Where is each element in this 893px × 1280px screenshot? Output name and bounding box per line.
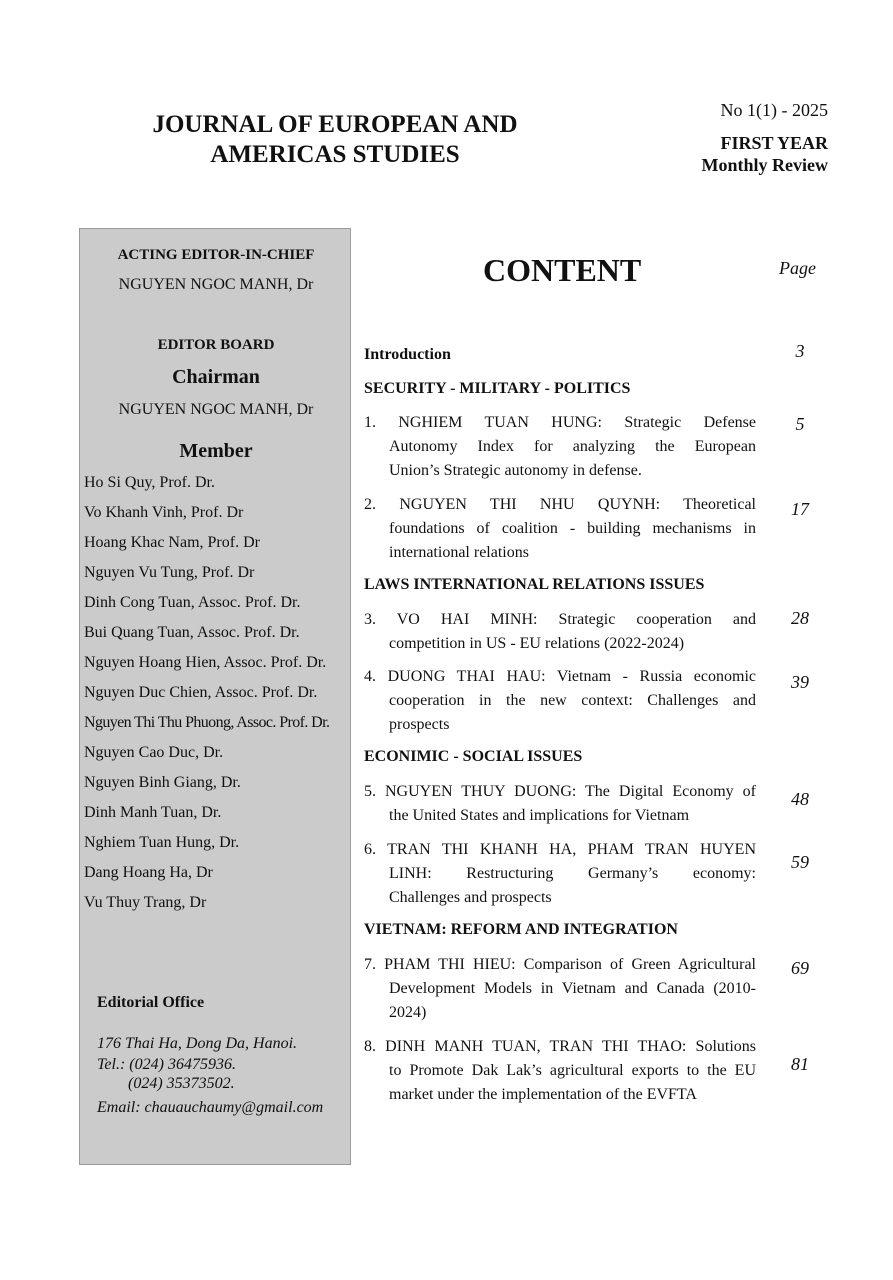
toc-entry-line: 2. NGUYEN THI NHU QUYNH: Theoretical [364,496,756,513]
member-name: Dinh Manh Tuan, Dr. [84,804,222,821]
section-heading: VIETNAM: REFORM AND INTEGRATION [364,921,678,938]
member-name: Nguyen Duc Chien, Assoc. Prof. Dr. [84,684,318,701]
page-number: 48 [791,789,809,809]
journal-title-line2: AMERICAS STUDIES [210,141,460,168]
toc-entry-line: 8. DINH MANH TUAN, TRAN THI THAO: Solutions [364,1038,756,1055]
toc-entry [364,953,756,1025]
member-name: Ho Si Quy, Prof. Dr. [84,474,215,491]
toc-entry-line: cooperation in the new context: Challenges and [389,692,756,709]
journal-title [120,110,550,170]
page-column-label: Page [779,258,816,278]
member-name: Nghiem Tuan Hung, Dr. [84,834,240,851]
editor-board-heading: EDITOR BOARD [157,337,275,353]
monthly-review-label: Monthly Review [701,155,828,175]
toc-entry [364,1035,756,1107]
acting-editor-name: NGUYEN NGOC MANH, Dr [118,276,314,293]
issue-number: No 1(1) - 2025 [720,100,828,120]
office-tel-2: (024) 35373502. [128,1075,235,1092]
page-number: 39 [791,672,809,692]
toc-entry-line: 3. VO HAI MINH: Strategic cooperation and [364,611,756,628]
section-heading: LAWS INTERNATIONAL RELATIONS ISSUES [364,576,705,593]
toc-entry-line: to Promote Dak Lak’s agricultural exports to the EU [389,1062,756,1079]
page-number: 69 [791,958,809,978]
page-number: 59 [791,852,809,872]
chairman-heading: Chairman [172,366,260,388]
toc-entry [364,838,756,910]
page-number: 28 [791,608,809,628]
toc-entry-line: international relations [389,544,529,561]
toc-entry-line: 2024) [389,1004,427,1021]
toc-entry-line: 5. NGUYEN THUY DUONG: The Digital Economy of [364,783,756,800]
member-name: Nguyen Vu Tung, Prof. Dr [84,564,255,581]
toc-entry-line: the United States and implications for Vietnam [389,807,690,824]
member-name: Hoang Khac Nam, Prof. Dr [84,534,260,551]
toc-entry-line: Challenges and prospects [389,889,552,906]
toc-entry [364,411,756,483]
office-address: 176 Thai Ha, Dong Da, Hanoi. [97,1035,298,1052]
member-name: Nguyen Binh Giang, Dr. [84,774,241,791]
toc-entry-line: Union’s Strategic autonomy in defense. [389,462,642,479]
member-heading: Member [179,440,253,462]
section-heading: SECURITY - MILITARY - POLITICS [364,380,631,397]
member-name: Dinh Cong Tuan, Assoc. Prof. Dr. [84,594,301,611]
toc-entry-line: market under the implementation of the EVFTA [389,1086,697,1103]
toc-entry-line: foundations of coalition - building mechanisms in [389,520,756,537]
toc-entry-line: 1. NGHIEM TUAN HUNG: Strategic Defense [364,414,756,431]
page-number: 81 [791,1054,809,1074]
editorial-sidebar [79,228,351,1165]
toc-entry [364,665,756,737]
toc-entry-line: LINH: Restructuring Germany’s economy: [389,865,756,882]
office-tel-1: Tel.: (024) 36475936. [97,1056,236,1073]
journal-title-line1: JOURNAL OF EUROPEAN AND [152,111,518,138]
toc-entry-line: 7. PHAM THI HIEU: Comparison of Green Agricultural [364,956,756,973]
introduction-heading: Introduction [364,346,451,363]
contents-title: CONTENT [483,252,642,288]
member-name: Nguyen Thi Thu Phuong, Assoc. Prof. Dr. [84,714,330,731]
toc-entry-line: 4. DUONG THAI HAU: Vietnam - Russia economic [364,668,756,685]
toc-entry-line: Development Models in Vietnam and Canada (2010- [389,980,756,997]
toc-entry-line: Autonomy Index for analyzing the European [389,438,756,455]
acting-editor-heading: ACTING EDITOR-IN-CHIEF [117,247,315,263]
member-name: Bui Quang Tuan, Assoc. Prof. Dr. [84,624,300,641]
toc-entry [364,493,756,565]
toc-entry-line: 6. TRAN THI KHANH HA, PHAM TRAN HUYEN [364,841,756,858]
member-name: Nguyen Hoang Hien, Assoc. Prof. Dr. [84,654,327,671]
toc-entry-line: prospects [389,716,450,733]
page-number: 5 [795,414,805,434]
toc-entry [364,608,756,656]
first-year-label: FIRST YEAR [720,133,828,153]
office-email: Email: chauauchaumy@gmail.com [97,1099,324,1116]
page-number: 3 [795,341,805,361]
toc-entry-line: competition in US - EU relations (2022-2024) [389,635,685,652]
member-name: Nguyen Cao Duc, Dr. [84,744,224,761]
member-name: Vu Thuy Trang, Dr [84,894,207,911]
toc-entry [364,780,756,828]
member-name: Dang Hoang Ha, Dr [84,864,213,881]
member-name: Vo Khanh Vinh, Prof. Dr [84,504,244,521]
page-number: 17 [791,499,809,519]
editorial-office-heading: Editorial Office [97,994,205,1011]
chairman-name: NGUYEN NGOC MANH, Dr [118,401,314,418]
section-heading: ECONIMIC - SOCIAL ISSUES [364,748,583,765]
